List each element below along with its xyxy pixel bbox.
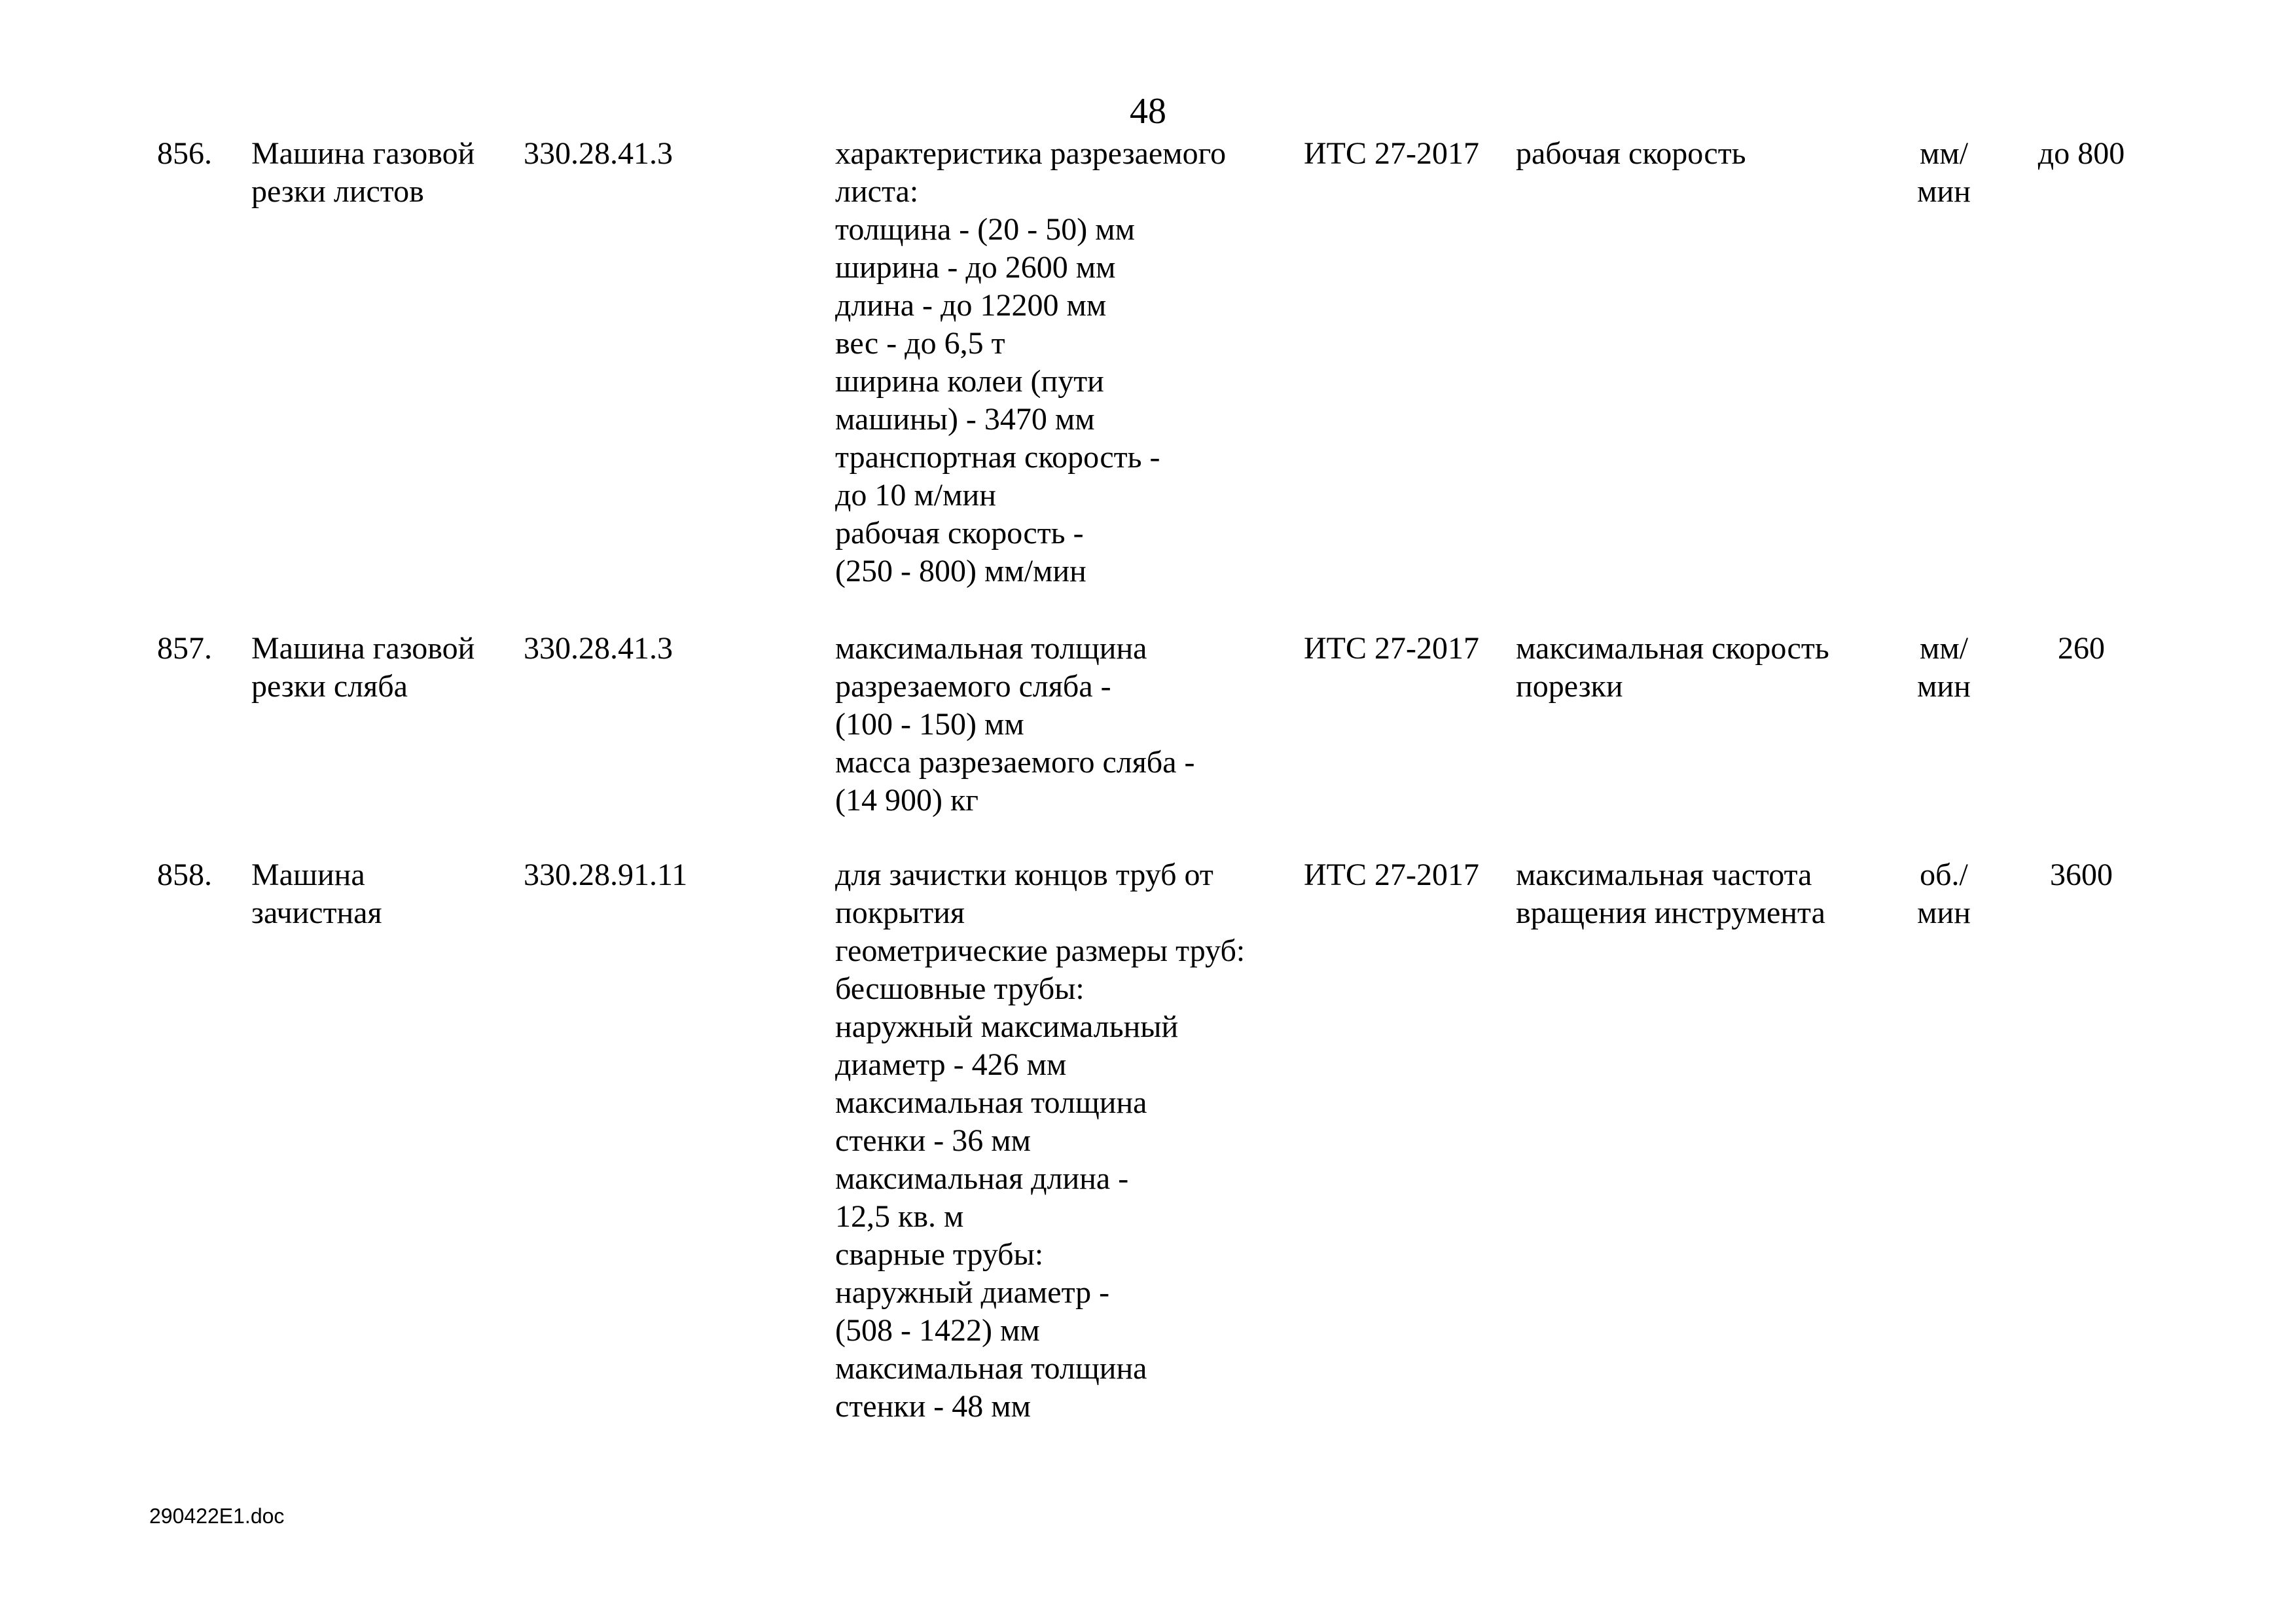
classification-code: 330.28.41.3 xyxy=(524,631,673,666)
description-line: (14 900) кг xyxy=(835,783,978,818)
parameter-name xyxy=(1516,856,1909,932)
name-line: Машина газовой xyxy=(251,136,475,171)
unit-line: мин xyxy=(1917,669,1971,704)
description-line: максимальная длина - xyxy=(835,1161,1129,1196)
description-line: ширина колеи (пути xyxy=(835,364,1104,399)
description-line: максимальная толщина xyxy=(835,1085,1147,1120)
parameter-line: порезки xyxy=(1516,669,1623,704)
description-line: стенки - 36 мм xyxy=(835,1123,1031,1158)
unit xyxy=(1898,856,1990,932)
description-line: характеристика разрезаемого xyxy=(835,136,1227,171)
parameter-value: 260 xyxy=(2058,631,2105,666)
classification-code: 330.28.41.3 xyxy=(524,136,673,171)
description-line: (100 - 150) мм xyxy=(835,707,1024,742)
description-line: транспортная скорость - xyxy=(835,440,1160,475)
description-line: (250 - 800) мм/мин xyxy=(835,554,1086,588)
technical-description xyxy=(835,856,1306,1426)
equipment-name xyxy=(251,630,513,706)
parameter-name xyxy=(1516,630,1909,706)
description-line: масса разрезаемого сляба - xyxy=(835,745,1195,780)
description-line: рабочая скорость - xyxy=(835,516,1084,550)
row-number: 858. xyxy=(157,857,212,892)
parameter-value: до 800 xyxy=(2037,136,2125,171)
description-line: разрезаемого сляба - xyxy=(835,669,1111,704)
description-line: бесшовные трубы: xyxy=(835,971,1085,1006)
name-line: Машина газовой xyxy=(251,631,475,666)
row-number: 857. xyxy=(157,631,212,666)
name-line: Машина xyxy=(251,857,365,892)
description-line: 12,5 кв. м xyxy=(835,1199,964,1234)
description-line: максимальная толщина xyxy=(835,1351,1147,1386)
standard-reference: ИТС 27-2017 xyxy=(1304,136,1479,171)
unit-line: об./ xyxy=(1920,857,1968,892)
equipment-name xyxy=(251,135,513,211)
equipment-name xyxy=(251,856,513,932)
parameter-line: вращения инструмента xyxy=(1516,895,1825,930)
page-number: 48 xyxy=(1130,91,1166,132)
technical-description xyxy=(835,630,1306,820)
parameter-line: максимальная частота xyxy=(1516,857,1812,892)
description-line: наружный диаметр - xyxy=(835,1275,1110,1310)
parameter-line: максимальная скорость xyxy=(1516,631,1829,666)
description-line: толщина - (20 - 50) мм xyxy=(835,212,1135,247)
name-line: резки сляба xyxy=(251,669,408,704)
description-line: сварные трубы: xyxy=(835,1237,1044,1272)
description-line: для зачистки концов труб от xyxy=(835,857,1213,892)
description-line: ширина - до 2600 мм xyxy=(835,250,1116,285)
description-line: вес - до 6,5 т xyxy=(835,326,1005,361)
description-line: до 10 м/мин xyxy=(835,478,996,513)
description-line: диаметр - 426 мм xyxy=(835,1047,1067,1082)
description-line: геометрические размеры труб: xyxy=(835,933,1246,968)
description-line: максимальная толщина xyxy=(835,631,1147,666)
unit-line: мм/ xyxy=(1919,136,1969,171)
name-line: зачистная xyxy=(251,895,382,930)
description-line: стенки - 48 мм xyxy=(835,1389,1031,1424)
unit xyxy=(1898,630,1990,706)
parameter-name xyxy=(1516,135,1909,173)
description-line: длина - до 12200 мм xyxy=(835,288,1107,323)
parameter-value: 3600 xyxy=(2050,857,2113,892)
row-number: 856. xyxy=(157,136,212,171)
description-line: покрытия xyxy=(835,895,965,930)
unit-line: мм/ xyxy=(1919,631,1969,666)
unit-line: мин xyxy=(1917,174,1971,209)
description-line: листа: xyxy=(835,174,919,209)
unit xyxy=(1898,135,1990,211)
document-filename: 290422E1.doc xyxy=(149,1504,285,1528)
standard-reference: ИТС 27-2017 xyxy=(1304,631,1479,666)
standard-reference: ИТС 27-2017 xyxy=(1304,857,1479,892)
description-line: наружный максимальный xyxy=(835,1009,1179,1044)
description-line: машины) - 3470 мм xyxy=(835,402,1095,437)
technical-description xyxy=(835,135,1306,590)
parameter-line: рабочая скорость xyxy=(1516,136,1746,171)
unit-line: мин xyxy=(1917,895,1971,930)
description-line: (508 - 1422) мм xyxy=(835,1313,1040,1348)
name-line: резки листов xyxy=(251,174,424,209)
classification-code: 330.28.91.11 xyxy=(524,857,688,892)
